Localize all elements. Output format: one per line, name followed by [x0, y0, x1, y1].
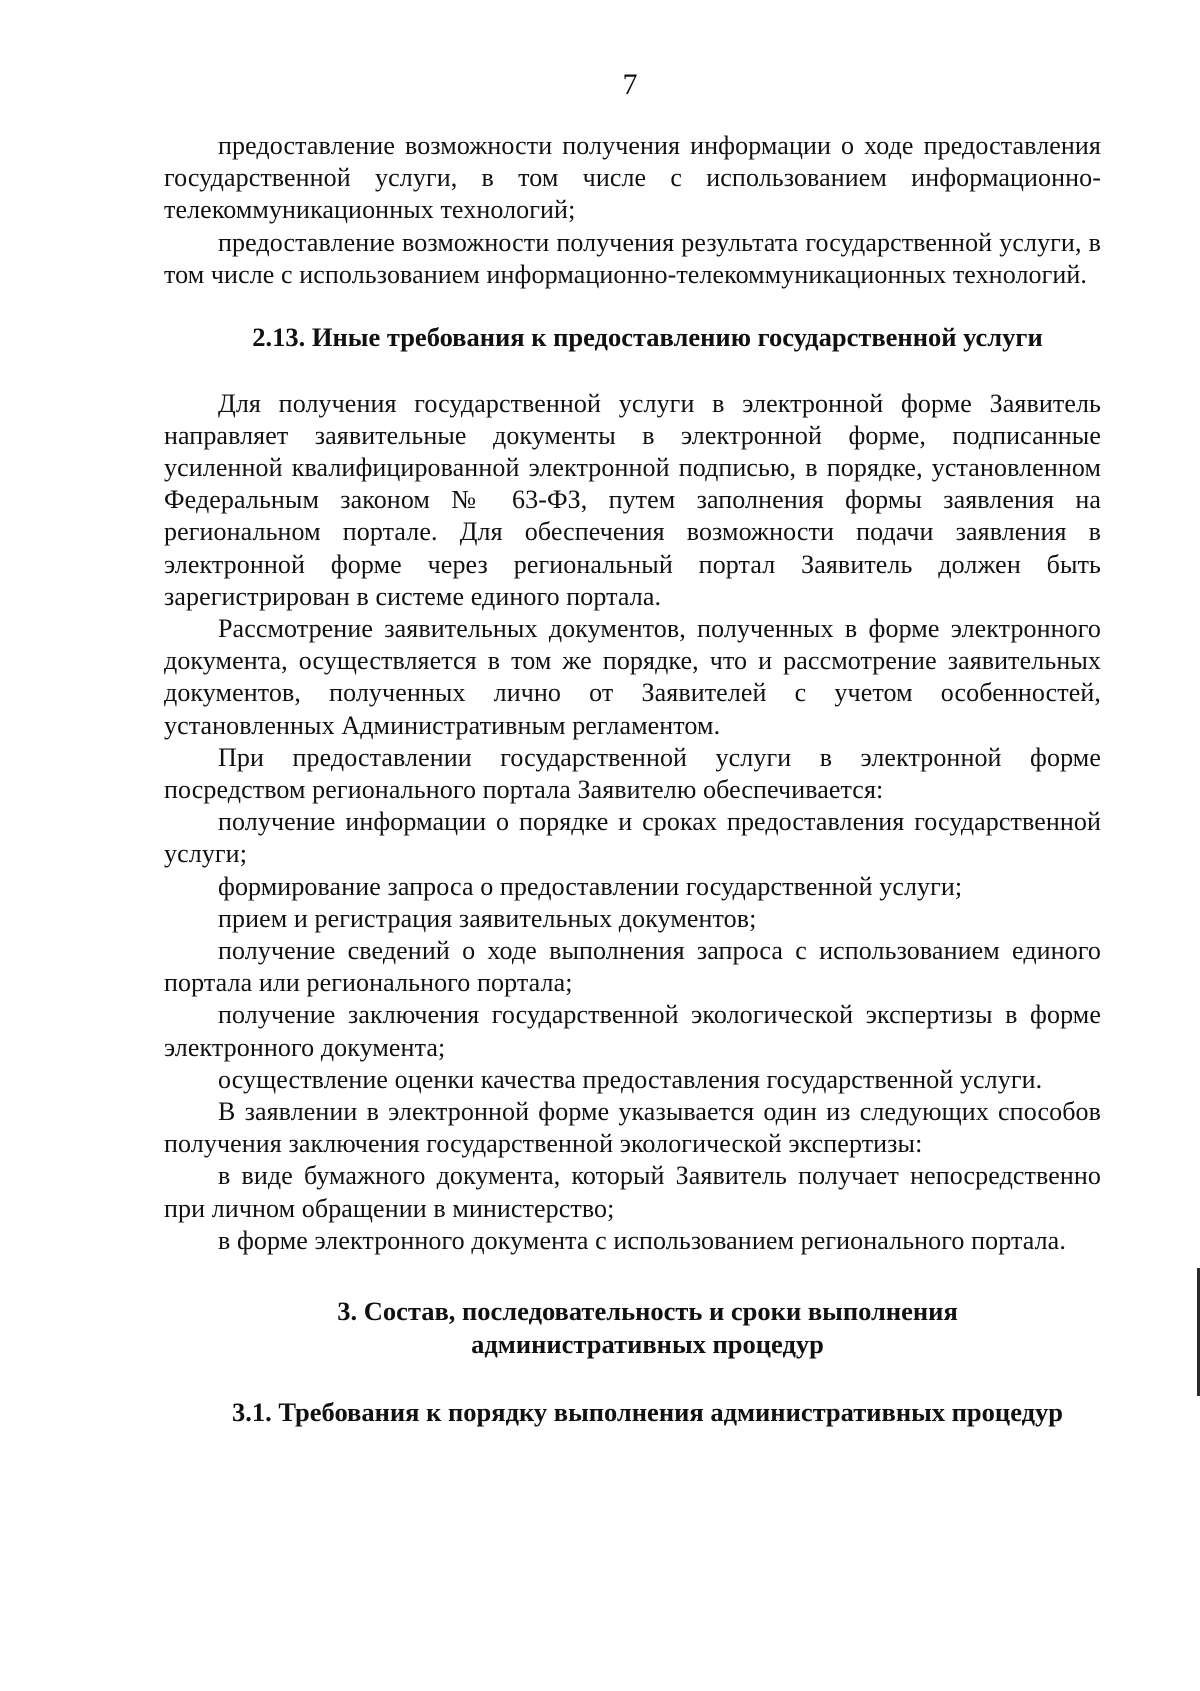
paragraph: Рассмотрение заявительных документов, полученных в форме электронного документа, осуществляется в том же порядке, что и рассмотрение заявительных документов, полученных лично от Заявителей с учетом особенностей, установленных Административным регламентом. — [164, 613, 1101, 740]
list-item: осуществление оценки качества предоставления государственной услуги. — [218, 1064, 1043, 1094]
page-number: 7 — [622, 68, 638, 101]
paragraph: предоставление возможности получения информации о ходе предоставления государственной услуги, в том числе с использованием информационно-телекоммуникационных технологий; — [164, 131, 1101, 225]
list-item: получение сведений о ходе выполнения запроса с использованием единого портала или регионального портала; — [164, 935, 1101, 998]
section-heading-3-line2: административных процедур — [471, 1328, 824, 1359]
list-item: получение информации о порядке и сроках предоставления государственной услуги; — [164, 807, 1101, 869]
paragraph: предоставление возможности получения результата государственной услуги, в том числе с использованием информационно-телекоммуникационных технологий. — [164, 227, 1101, 289]
list-item: в форме электронного документа с использованием регионального портала. — [218, 1225, 1066, 1255]
list-item: прием и регистрация заявительных документов; — [218, 903, 757, 933]
section-heading-3-line1: 3. Состав, последовательность и сроки выполнения — [337, 1296, 958, 1326]
list-item: в виде бумажного документа, который Заявитель получает непосредственно при личном обращении в министерство; — [164, 1161, 1101, 1223]
paragraph: При предоставлении государственной услуги в электронной форме посредством регионального портала Заявителю обеспечивается: — [164, 742, 1101, 804]
list-item: получение заключения государственной экологической экспертизы в форме электронного документа; — [164, 1000, 1101, 1062]
section-heading-3-1: 3.1. Требования к порядку выполнения административных процедур — [232, 1397, 1063, 1427]
list-item: формирование запроса о предоставлении государственной услуги; — [218, 871, 963, 901]
paragraph: Для получения государственной услуги в электронной форме Заявитель направляет заявительные документы в электронной форме, подписанные усиленной квалифицированной электронной подписью, в порядке, установленном Федеральным законом № 63-ФЗ, путем заполнения формы заявления на региональном портале. Для обеспечения возможности подачи заявления в электронной форме через региональный портал Заявитель должен быть зарегистрирован в системе единого портала. — [164, 388, 1101, 611]
section-heading-3 — [164, 1295, 1101, 1360]
section-heading-2-13: 2.13. Иные требования к предоставлению государственной услуги — [252, 322, 1043, 353]
document-body — [164, 130, 1101, 1429]
paragraph: В заявлении в электронной форме указывается один из следующих способов получения заключения государственной экологической экспертизы: — [164, 1096, 1101, 1159]
